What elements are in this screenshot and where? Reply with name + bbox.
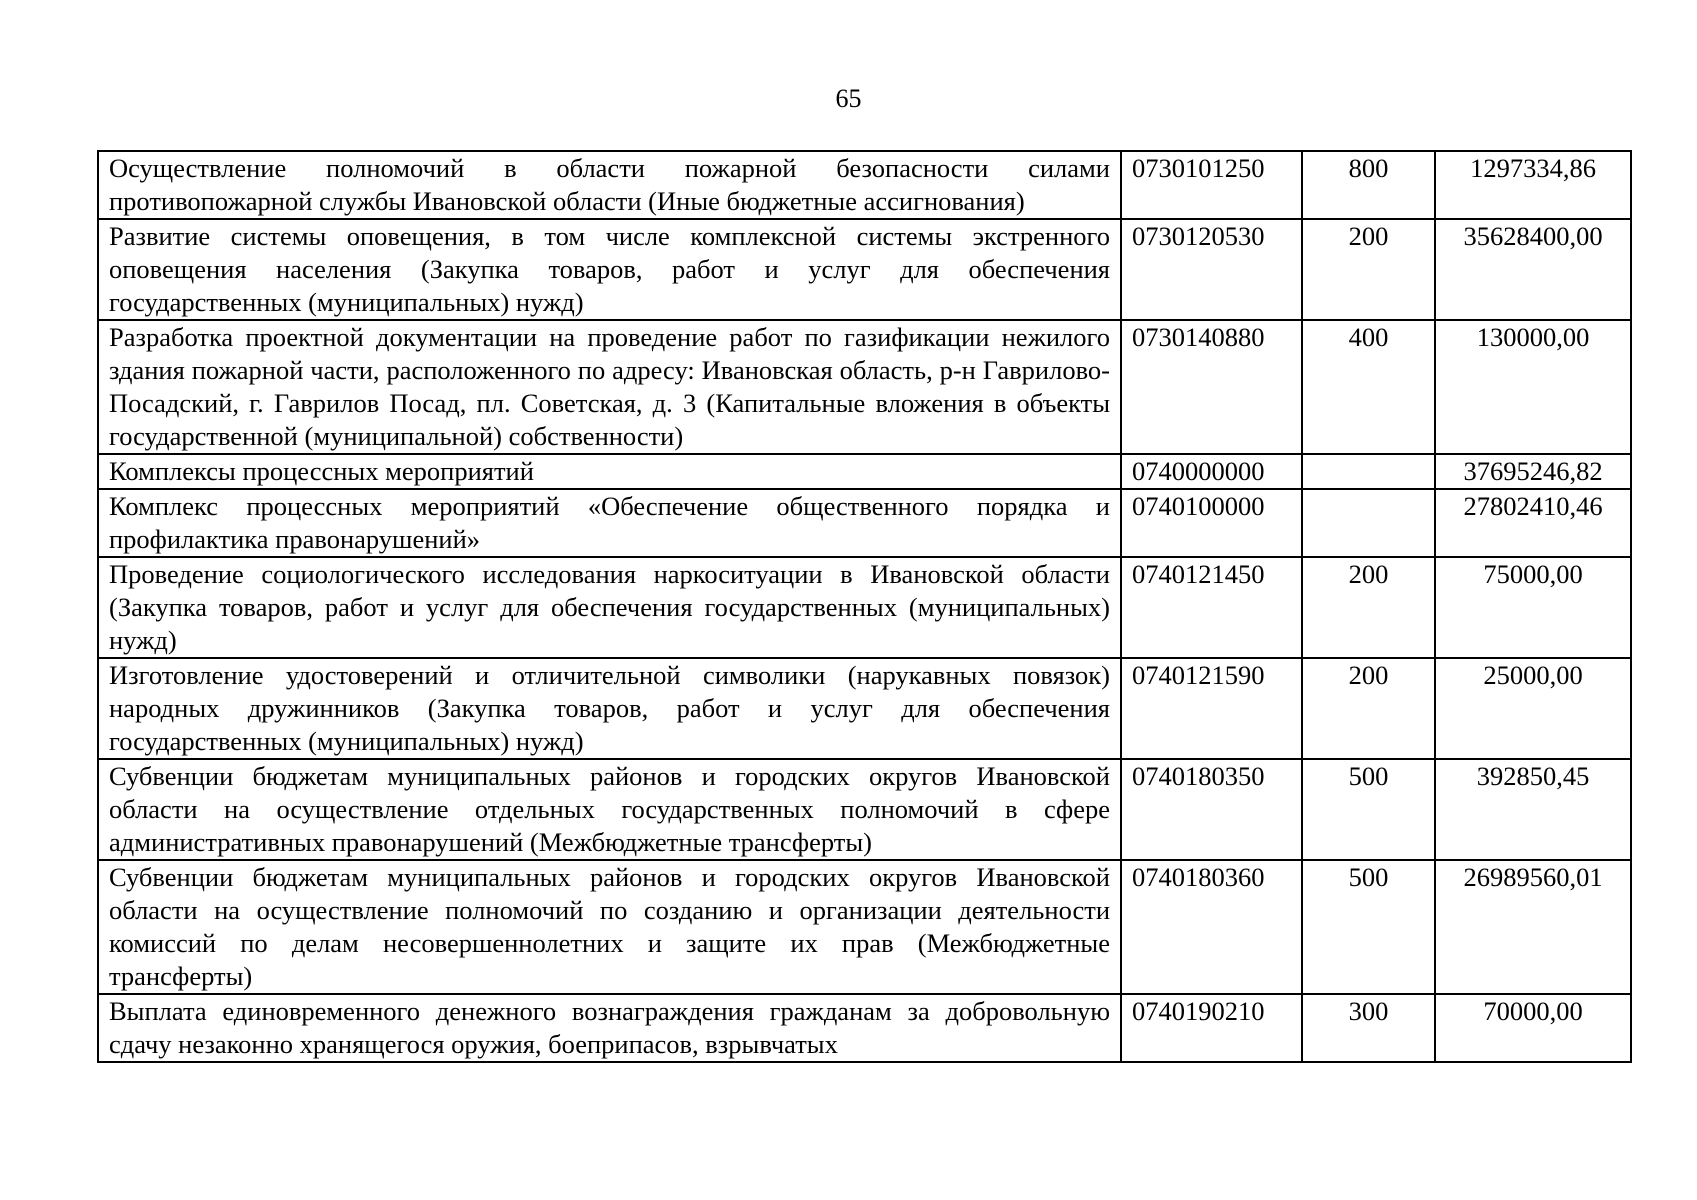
- row-name-cell: Субвенции бюджетам муниципальных районов и городских округов Ивановской области на осуществление полномочий по созданию и организации деятельности комиссий по делам несовершеннолетних и защите их прав (Межбюджетные трансферты): [98, 860, 1121, 994]
- row-sum-cell: 75000,00: [1435, 557, 1631, 658]
- row-type-cell: 200: [1302, 557, 1435, 658]
- row-sum-cell: 25000,00: [1435, 658, 1631, 759]
- row-type-cell: 300: [1302, 994, 1435, 1062]
- row-type-cell: 800: [1302, 151, 1435, 219]
- table-row: [98, 658, 1631, 759]
- row-name-cell: Изготовление удостоверений и отличительной символики (нарукавных повязок) народных дружинников (Закупка товаров, работ и услуг для обеспечения государственных (муниципальных) нужд): [98, 658, 1121, 759]
- budget-table-body: [98, 151, 1631, 1062]
- table-row: [98, 489, 1631, 557]
- row-code-cell: 0740180360: [1121, 860, 1302, 994]
- table-row: [98, 994, 1631, 1062]
- row-name-cell: Выплата единовременного денежного вознаграждения гражданам за добровольную сдачу незаконно хранящегося оружия, боеприпасов, взрывчатых: [98, 994, 1121, 1062]
- row-code-cell: 0740121590: [1121, 658, 1302, 759]
- row-name-cell: Разработка проектной документации на проведение работ по газификации нежилого здания пожарной части, расположенного по адресу: Ивановская область, р-н Гаврилово-Посадский, г. Гаврилов Посад, пл. Советская, д. 3 (Капитальные вложения в объекты государственной (муниципальной) собственности): [98, 320, 1121, 454]
- row-code-cell: 0740190210: [1121, 994, 1302, 1062]
- row-name-cell: Проведение социологического исследования наркоситуации в Ивановской области (Закупка товаров, работ и услуг для обеспечения государственных (муниципальных) нужд): [98, 557, 1121, 658]
- table-row: [98, 219, 1631, 320]
- row-type-cell: 500: [1302, 759, 1435, 860]
- row-sum-cell: 392850,45: [1435, 759, 1631, 860]
- row-code-cell: 0730140880: [1121, 320, 1302, 454]
- row-type-cell: 200: [1302, 219, 1435, 320]
- row-code-cell: 0740000000: [1121, 454, 1302, 489]
- row-sum-cell: 26989560,01: [1435, 860, 1631, 994]
- row-name-cell: Субвенции бюджетам муниципальных районов и городских округов Ивановской области на осуществление отдельных государственных полномочий в сфере административных правонарушений (Межбюджетные трансферты): [98, 759, 1121, 860]
- page-number: 65: [835, 84, 862, 113]
- row-code-cell: 0730101250: [1121, 151, 1302, 219]
- table-row: [98, 151, 1631, 219]
- row-type-cell: 400: [1302, 320, 1435, 454]
- table-row: [98, 759, 1631, 860]
- row-code-cell: 0730120530: [1121, 219, 1302, 320]
- row-name-cell: Комплексы процессных мероприятий: [98, 454, 1121, 489]
- row-type-cell: [1302, 454, 1435, 489]
- row-sum-cell: 37695246,82: [1435, 454, 1631, 489]
- table-row: [98, 320, 1631, 454]
- table-row: [98, 860, 1631, 994]
- row-code-cell: 0740121450: [1121, 557, 1302, 658]
- row-name-cell: Осуществление полномочий в области пожарной безопасности силами противопожарной службы Ивановской области (Иные бюджетные ассигнования): [98, 151, 1121, 219]
- row-sum-cell: 27802410,46: [1435, 489, 1631, 557]
- row-code-cell: 0740100000: [1121, 489, 1302, 557]
- row-type-cell: [1302, 489, 1435, 557]
- row-sum-cell: 70000,00: [1435, 994, 1631, 1062]
- row-type-cell: 200: [1302, 658, 1435, 759]
- table-row: [98, 557, 1631, 658]
- row-name-cell: Развитие системы оповещения, в том числе комплексной системы экстренного оповещения населения (Закупка товаров, работ и услуг для обеспечения государственных (муниципальных) нужд): [98, 219, 1121, 320]
- table-row: [98, 454, 1631, 489]
- row-sum-cell: 130000,00: [1435, 320, 1631, 454]
- row-sum-cell: 1297334,86: [1435, 151, 1631, 219]
- row-name-cell: Комплекс процессных мероприятий «Обеспечение общественного порядка и профилактика правонарушений»: [98, 489, 1121, 557]
- row-code-cell: 0740180350: [1121, 759, 1302, 860]
- row-sum-cell: 35628400,00: [1435, 219, 1631, 320]
- row-type-cell: 500: [1302, 860, 1435, 994]
- budget-table: [97, 150, 1632, 1063]
